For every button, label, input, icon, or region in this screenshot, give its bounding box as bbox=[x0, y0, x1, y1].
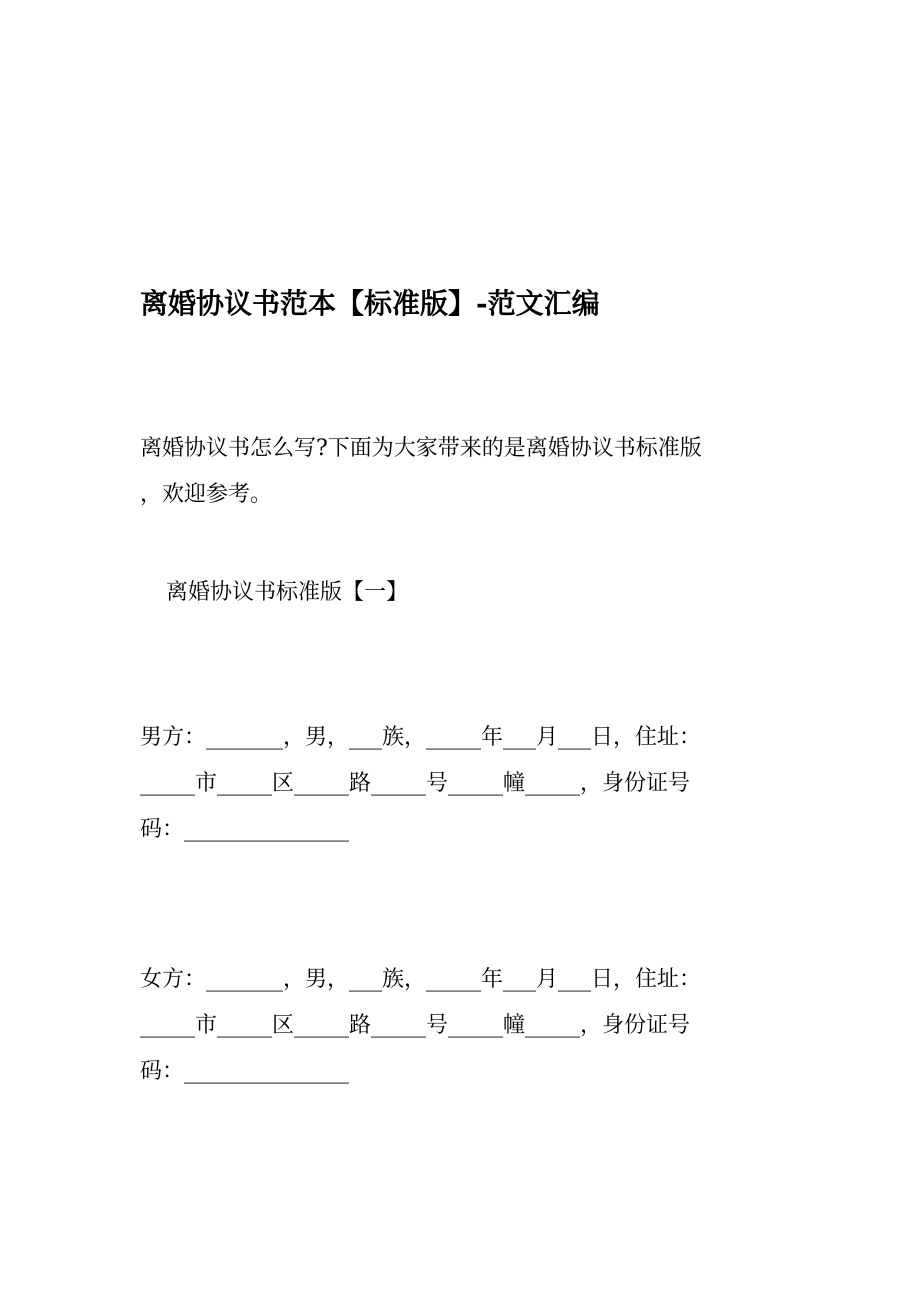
document-title: 离婚协议书范本【标准版】-范文汇编 bbox=[140, 287, 600, 320]
wife-info-paragraph bbox=[140, 957, 800, 1095]
wife-line-1: 女方：_______，男，___族，_____年___月___日，住址： bbox=[140, 967, 702, 992]
intro-paragraph bbox=[140, 426, 800, 518]
husband-line-2: _____市_____区_____路_____号_____幢_____，身份证号 bbox=[140, 771, 691, 796]
intro-line-1: 离婚协议书怎么写?下面为大家带来的是离婚协议书标准版 bbox=[140, 436, 702, 461]
husband-line-1: 男方：_______，男，___族，_____年___月___日，住址： bbox=[140, 725, 702, 750]
intro-line-2: ，欢迎参考。 bbox=[140, 482, 273, 507]
wife-line-2: _____市_____区_____路_____号_____幢_____，身份证号 bbox=[140, 1013, 691, 1038]
wife-line-3: 码：_______________ bbox=[140, 1059, 350, 1084]
husband-info-paragraph bbox=[140, 715, 800, 853]
husband-line-3: 码：_______________ bbox=[140, 817, 350, 842]
section-subheading: 离婚协议书标准版【一】 bbox=[166, 580, 409, 605]
